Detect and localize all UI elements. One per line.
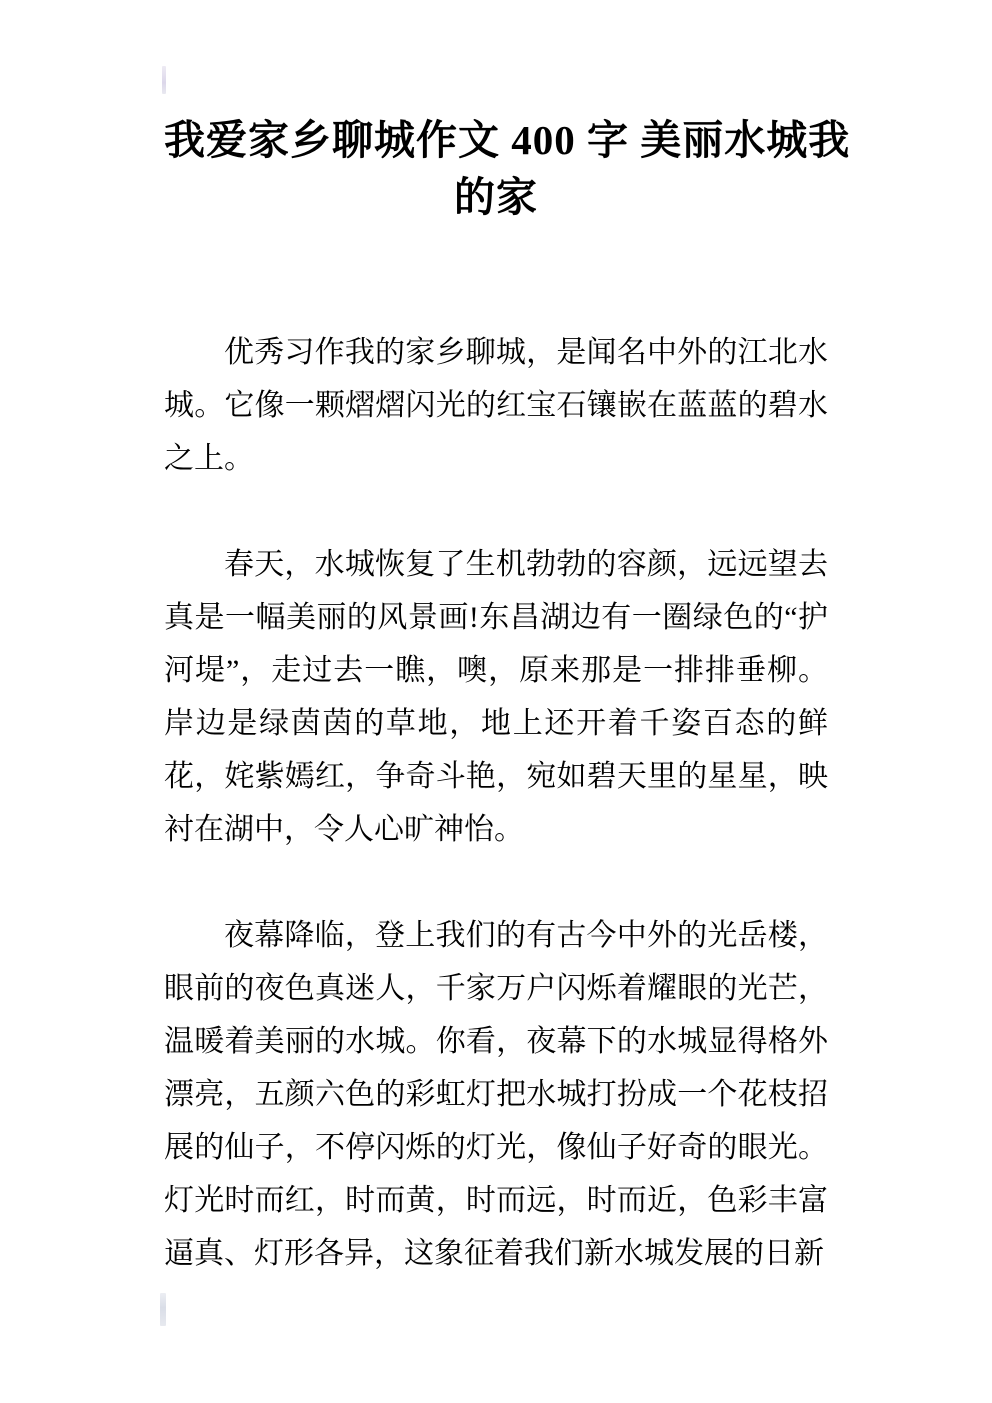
document-content [164,0,851,1280]
left-margin-artifact-bottom [160,1293,166,1326]
essay-body [164,326,828,1280]
essay-paragraph-2: 春天，水城恢复了生机勃勃的容颜，远远望去真是一幅美丽的风景画!东昌湖边有一圈绿色的“护河堤”，走过去一瞧，噢，原来那是一排排垂柳。岸边是绿茵茵的草地，地上还开着千姿百态的鲜花，姹紫嫣红，争奇斗艳，宛如碧天里的星星，映衬在湖中，令人心旷神怡。 [164,548,828,846]
essay-paragraph-1: 优秀习作我的家乡聊城，是闻名中外的江北水城。它像一颗熠熠闪光的红宝石镶嵌在蓝蓝的碧水之上。 [164,336,828,475]
document-title-line-2: 的家 [454,174,538,220]
document-title-line-1: 我爱家乡聊城作文 400 字 美丽水城我 [164,117,851,163]
document-title [164,112,851,226]
essay-paragraph-3: 夜幕降临，登上我们的有古今中外的光岳楼，眼前的夜色真迷人，千家万户闪烁着耀眼的光芒，温暖着美丽的水城。你看，夜幕下的水城显得格外漂亮，五颜六色的彩虹灯把水城打扮成一个花枝招展的仙子，不停闪烁的灯光，像仙子好奇的眼光。灯光时而红，时而黄，时而远，时而近，色彩丰富逼真、灯形各异，这象征着我们新水城发展的日新 [164,919,828,1270]
